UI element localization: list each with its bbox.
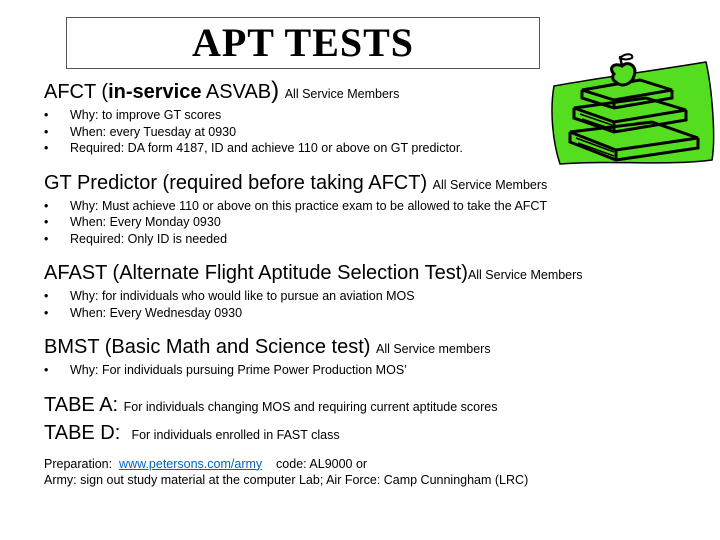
afct-audience: All Service Members — [284, 87, 400, 101]
tabe-d-desc: For individuals enrolled in FAST class — [131, 427, 340, 442]
afct-heading-bold: in-service — [108, 81, 202, 103]
gt-heading — [44, 170, 714, 198]
tabe-d-label: TABE D: — [44, 421, 121, 444]
afct-bullets — [44, 107, 714, 157]
preparation-label: Preparation: — [44, 456, 120, 471]
list-item: • Why: Must achieve 110 or above on this practice exam to be allowed to take the AFCT — [44, 198, 714, 215]
page-title: APT TESTS — [191, 20, 415, 65]
petersons-link[interactable]: www.petersons.com/army — [119, 456, 263, 471]
afast-bullets — [44, 288, 714, 321]
afct-heading-prefix: AFCT ( — [44, 81, 109, 103]
preparation-code: code: AL9000 or — [262, 456, 368, 471]
gt-audience: All Service Members — [432, 177, 548, 192]
preparation-line — [44, 456, 714, 472]
title-box — [66, 17, 540, 69]
afct-heading-mid: ASVAB — [201, 81, 272, 103]
afast-heading — [44, 260, 714, 288]
afct-heading — [44, 78, 714, 107]
list-item: • Required: DA form 4187, ID and achieve 110 or above on GT predictor. — [44, 140, 714, 157]
gt-heading-text: GT Predictor (required before taking AFCT) — [44, 171, 433, 194]
tabe-a-label: TABE A: — [44, 393, 119, 416]
gt-bullets — [44, 198, 714, 248]
list-item: • Why: for individuals who would like to pursue an aviation MOS — [44, 288, 714, 305]
list-item: • When: Every Monday 0930 — [44, 214, 714, 231]
tabe-d-line — [44, 420, 714, 448]
list-item: • When: every Tuesday at 0930 — [44, 124, 714, 141]
list-item: • Why: For individuals pursuing Prime Power Production MOS’ — [44, 362, 714, 379]
tabe-a-line — [44, 392, 714, 420]
afast-audience: All Service Members — [467, 268, 583, 282]
afct-heading-close: ) — [271, 77, 280, 104]
bmst-heading — [44, 334, 714, 362]
afast-heading-text: AFAST (Alternate Flight Aptitude Selection Test) — [44, 262, 468, 284]
list-item: • Why: to improve GT scores — [44, 107, 714, 124]
tabe-a-desc: For individuals changing MOS and requiring current aptitude scores — [123, 399, 498, 414]
list-item: • Required: Only ID is needed — [44, 231, 714, 248]
bmst-heading-text: BMST (Basic Math and Science test) — [44, 336, 376, 358]
list-item: • When: Every Wednesday 0930 — [44, 305, 714, 322]
bmst-audience: All Service members — [375, 342, 491, 356]
preparation-line-2: Army: sign out study material at the computer Lab; Air Force: Camp Cunningham (LRC) — [44, 472, 529, 487]
bmst-bullets — [44, 362, 714, 379]
content — [44, 78, 714, 488]
